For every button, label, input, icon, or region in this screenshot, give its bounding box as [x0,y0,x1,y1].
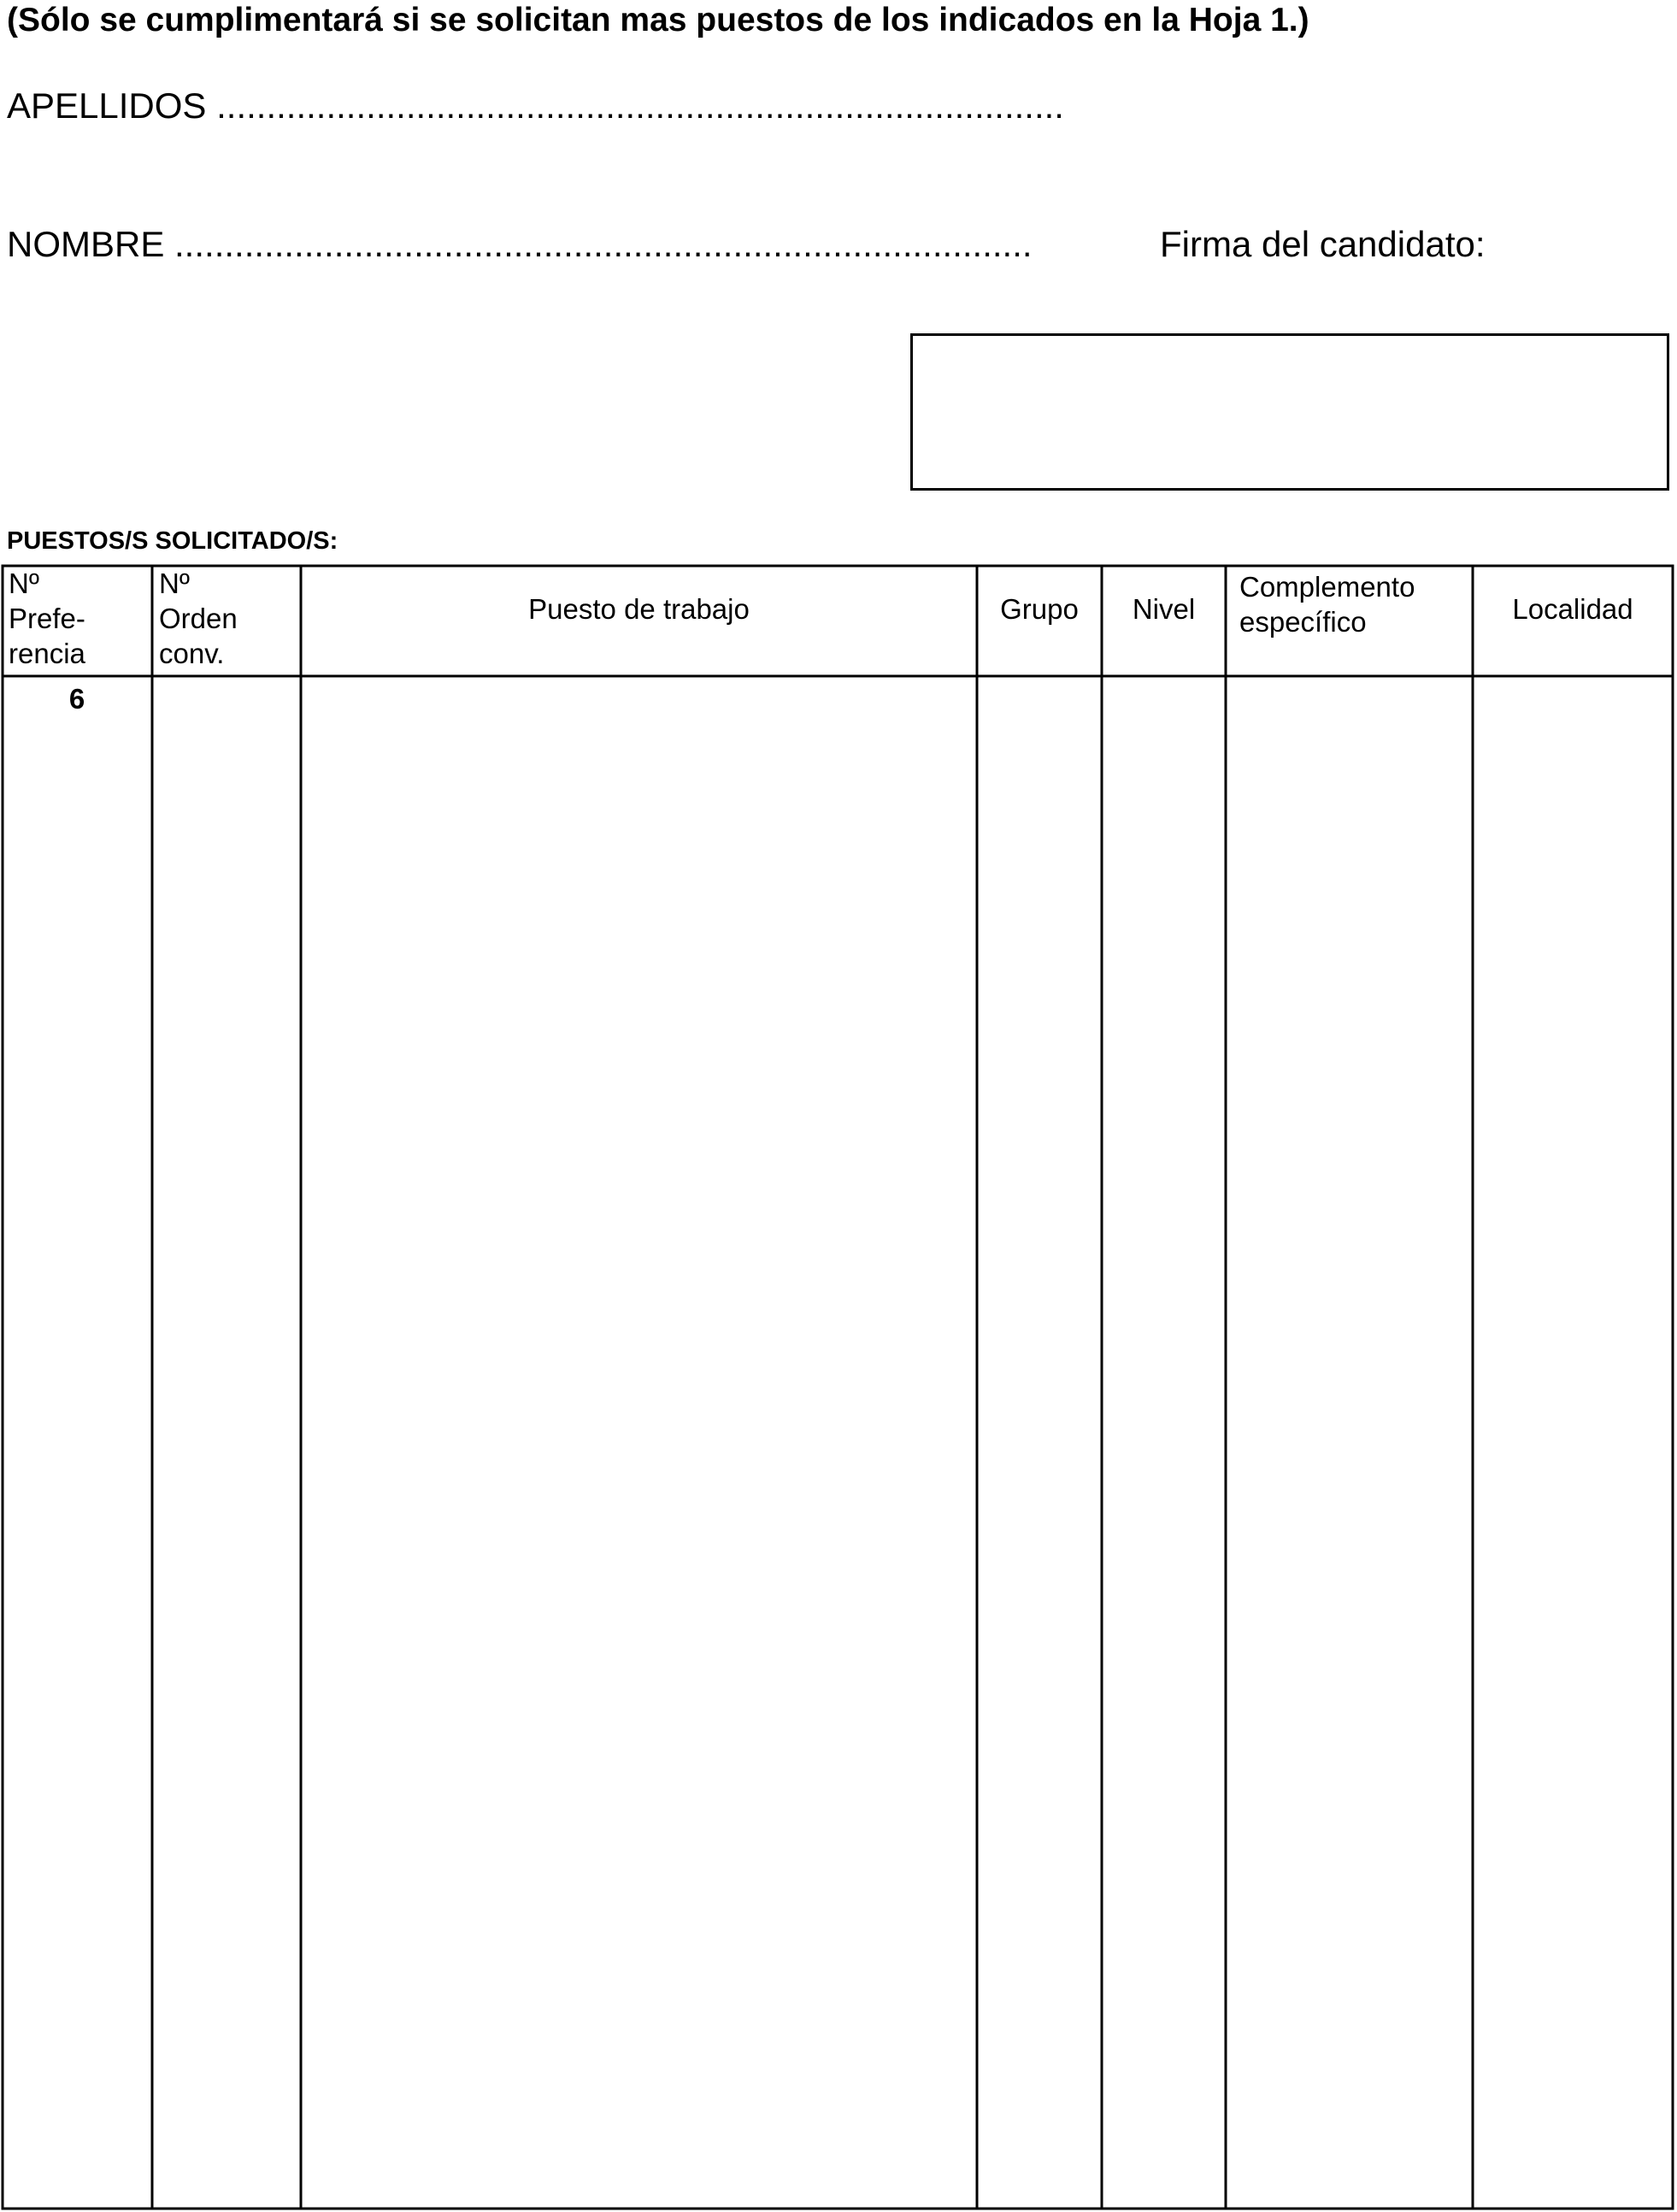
signature-label: Firma del candidato: [1160,224,1486,264]
form-note: (Sólo se cumplimentará si se solicitan mas puestos de los indicados en la Hoja 1.) [7,2,1309,38]
header-preferencia-line-3: rencia [9,638,85,669]
table-row-preferencia-cell[interactable]: 6 [68,683,85,715]
header-nivel: Nivel [1132,593,1196,625]
header-preferencia-line-1: Nº [9,568,39,599]
header-preferencia-line-2: Prefe- [9,603,85,634]
section-title: PUESTOS/S SOLICITADO/S: [7,527,338,555]
header-localidad: Localidad [1512,593,1633,625]
nombre-field[interactable]: NOMBRE ...................................................................................... [7,224,1033,264]
header-orden [159,566,238,671]
header-complemento [1239,569,1415,639]
header-preferencia [9,566,85,671]
header-complemento-line-2: específico [1239,606,1367,638]
header-orden-line-3: conv. [159,638,225,669]
header-grupo: Grupo [1000,593,1079,625]
header-complemento-line-1: Complemento [1239,571,1415,603]
header-orden-line-2: Orden [159,603,238,634]
header-orden-line-1: Nº [159,568,190,599]
table-border [3,566,1673,2209]
apellidos-field[interactable]: APELLIDOS ..................................................................................... [7,85,1064,126]
header-puesto: Puesto de trabajo [528,593,750,625]
